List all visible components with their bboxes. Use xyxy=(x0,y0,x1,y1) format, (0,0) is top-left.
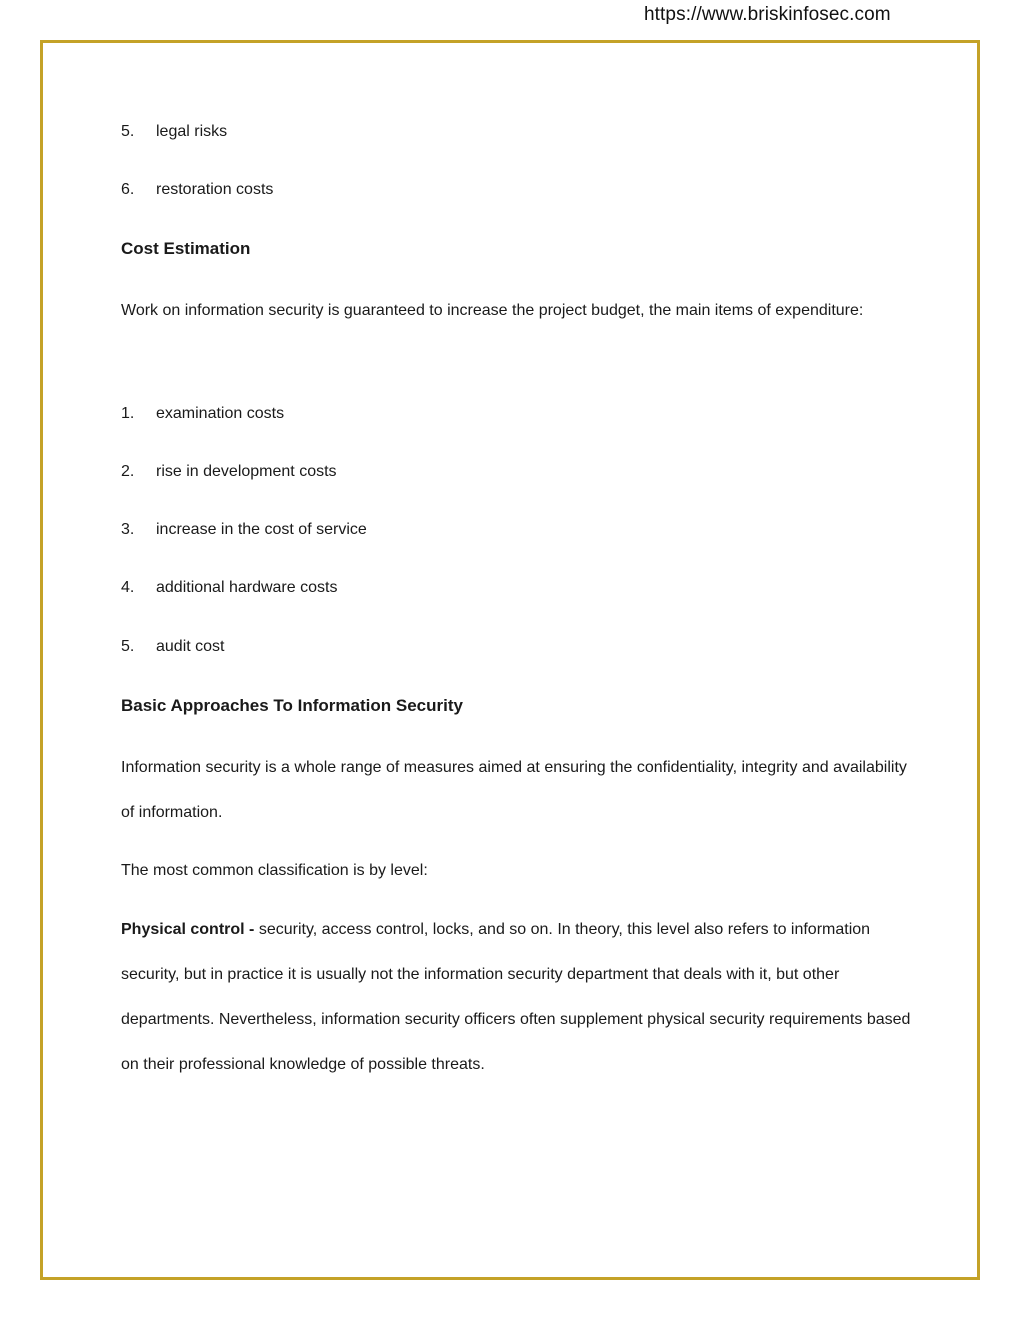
list-item-number: 5. xyxy=(121,638,135,655)
list-item xyxy=(121,180,273,200)
list-item xyxy=(121,122,227,142)
physical-control-term: Physical control - xyxy=(121,921,255,938)
list-item-number: 1. xyxy=(121,405,135,422)
list-item-text: audit cost xyxy=(156,638,225,655)
section-heading-basic-approaches: Basic Approaches To Information Security xyxy=(121,696,463,715)
list-item-text: examination costs xyxy=(156,405,285,422)
classification-text: The most common classification is by level: xyxy=(121,862,428,879)
list-item-number: 4. xyxy=(121,579,135,596)
cost-estimation-intro: Work on information security is guaranteed to increase the project budget, the main items of expenditure: xyxy=(121,302,864,319)
list-item xyxy=(121,404,284,424)
list-item-text: rise in development costs xyxy=(156,463,337,480)
list-item-number: 3. xyxy=(121,521,135,538)
physical-control-text: security, access control, locks, and so on. In theory, this level also refers to information security, but in practice it is usually not the information security department that deals with it, but other departments. Nevertheless, information security officers often supplement physical security requirements based on their professional knowledge of possible threats. xyxy=(121,921,911,1073)
list-item-text: increase in the cost of service xyxy=(156,521,367,538)
list-item xyxy=(121,520,367,540)
list-item xyxy=(121,578,337,598)
section-heading-cost-estimation: Cost Estimation xyxy=(121,239,251,258)
basic-approaches-intro: Information security is a whole range of measures aimed at ensuring the confidentiality, integrity and availability of information. xyxy=(121,759,907,821)
physical-control-paragraph xyxy=(121,907,911,1087)
list-item xyxy=(121,462,337,482)
page-frame xyxy=(40,40,980,1280)
list-item-text: legal risks xyxy=(156,123,228,140)
list-item xyxy=(121,637,224,657)
list-item-text: additional hardware costs xyxy=(156,579,338,596)
list-item-number: 6. xyxy=(121,181,135,198)
list-item-text: restoration costs xyxy=(156,181,274,198)
header-url: https://www.briskinfosec.com xyxy=(644,4,891,25)
list-item-number: 5. xyxy=(121,123,135,140)
list-item-number: 2. xyxy=(121,463,135,480)
